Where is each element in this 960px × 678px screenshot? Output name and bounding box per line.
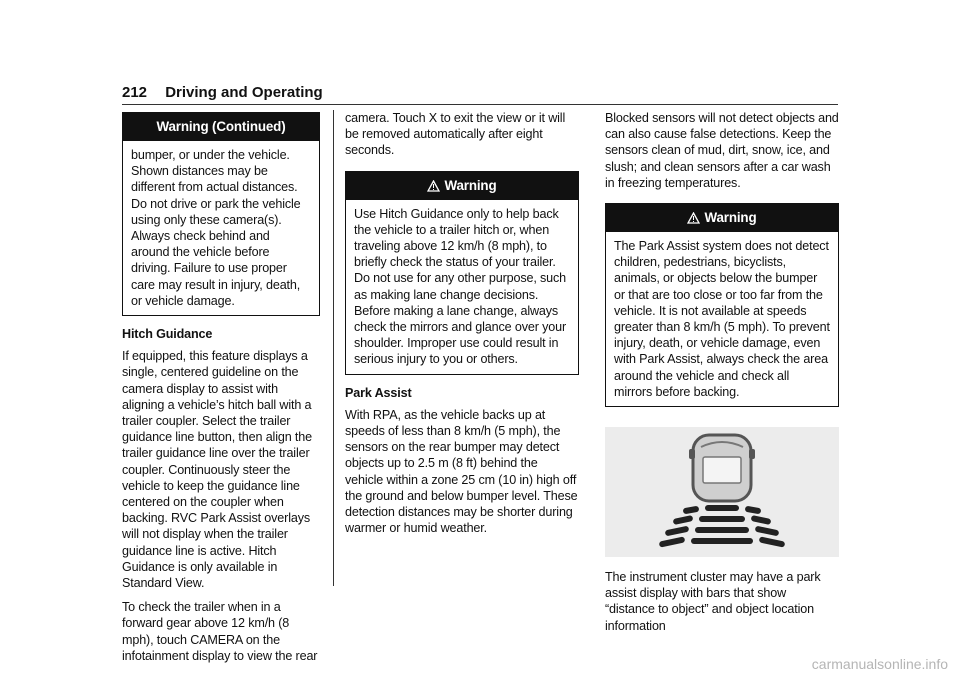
warning-continued-title: Warning (Continued) bbox=[123, 113, 319, 141]
column-divider bbox=[333, 110, 334, 586]
vehicle-top-view-icon bbox=[689, 435, 755, 501]
page-number: 212 bbox=[122, 84, 148, 101]
park-assist-warning-title: Warning bbox=[704, 210, 757, 226]
park-assist-paragraph: With RPA, as the vehicle backs up at speeds of less than 8 km/h (5 mph), the sensors on the rear bumper may detect objects up to 2.5 m (8 ft) behind the vehicle within a zone 25 cm (10 in) high off the ground and below bumper level. These detection distances may be shorter during warmer or humid weather. bbox=[345, 407, 578, 536]
park-assist-warning-header bbox=[606, 204, 838, 232]
hitch-warning-header bbox=[346, 172, 578, 200]
blocked-sensors-paragraph: Blocked sensors will not detect objects and can also cause false detections. Keep the sensors clean of mud, dirt, snow, ice, and slush; and clean sensors after a car wash in freezing temperatures. bbox=[605, 111, 839, 190]
park-assist-heading: Park Assist bbox=[345, 385, 412, 400]
page-header bbox=[122, 84, 323, 101]
hitch-warning-body: Use Hitch Guidance only to help back the vehicle to a trailer hitch or, when traveling above 12 km/h (8 mph), to briefly check the status of your trailer. Do not use for any other purpose, such as making lane change decisions. Before making a lane change, always check the mirrors and glance over your shoulder. Improper use could result in serious injury to you or others. bbox=[354, 206, 567, 367]
section-title: Driving and Operating bbox=[165, 84, 323, 101]
watermark-text: carmanualsonline.info bbox=[811, 656, 948, 672]
park-assist-warning-body: The Park Assist system does not detect children, pedestrians, bicyclists, animals, or objects below the bumper or that are too close or too far from the vehicle. It is not available at speeds greater than 8 km/h (5 mph). To prevent injury, death, or vehicle damage, even with Park Assist, always check the area around the vehicle and check all mirrors before backing. bbox=[614, 239, 830, 399]
distance-bars-icon bbox=[659, 505, 786, 548]
hitch-guidance-paragraph: If equipped, this feature displays a single, centered guideline on the camera display to assist with aligning a vehicle’s hitch ball with a trailer coupler. Select the trailer guidance line button, then align the trailer guidance line over the trailer coupler. Continuously steer the vehicle to keep the guidance line centered on the coupler when backing. RVC Park Assist overlays will not display when the trailer guidance line is active. Hitch Guidance is only available in Standard View. bbox=[122, 349, 312, 591]
hitch-warning-title: Warning bbox=[444, 177, 497, 193]
camera-continued-paragraph: camera. Touch X to exit the view or it will be removed automatically after eight seconds. bbox=[345, 111, 566, 158]
trailer-check-paragraph: To check the trailer when in a forward gear above 12 km/h (8 mph), touch CAMERA on the infotainment display to view the rear bbox=[122, 600, 318, 663]
header-rule bbox=[122, 104, 838, 105]
park-assist-warning-box bbox=[605, 203, 839, 407]
hitch-guidance-heading: Hitch Guidance bbox=[122, 327, 213, 342]
warning-triangle-icon bbox=[427, 174, 440, 202]
park-assist-display-figure bbox=[605, 427, 839, 557]
column-2 bbox=[345, 110, 579, 544]
warning-continued-box bbox=[122, 112, 320, 316]
hitch-warning-box bbox=[345, 171, 579, 375]
warning-triangle-icon bbox=[687, 206, 700, 234]
instrument-cluster-paragraph: The instrument cluster may have a park assist display with bars that show “distance to object” and object location information bbox=[605, 570, 821, 633]
park-assist-illustration bbox=[605, 427, 839, 557]
warning-continued-body: bumper, or under the vehicle. Shown distances may be different from actual distances. Do not drive or park the vehicle using only these camera(s). Always check behind and around the vehicle before driving. Failure to use proper care may result in injury, death, or vehicle damage. bbox=[131, 148, 301, 308]
column-1 bbox=[122, 112, 320, 672]
column-3 bbox=[605, 110, 839, 642]
